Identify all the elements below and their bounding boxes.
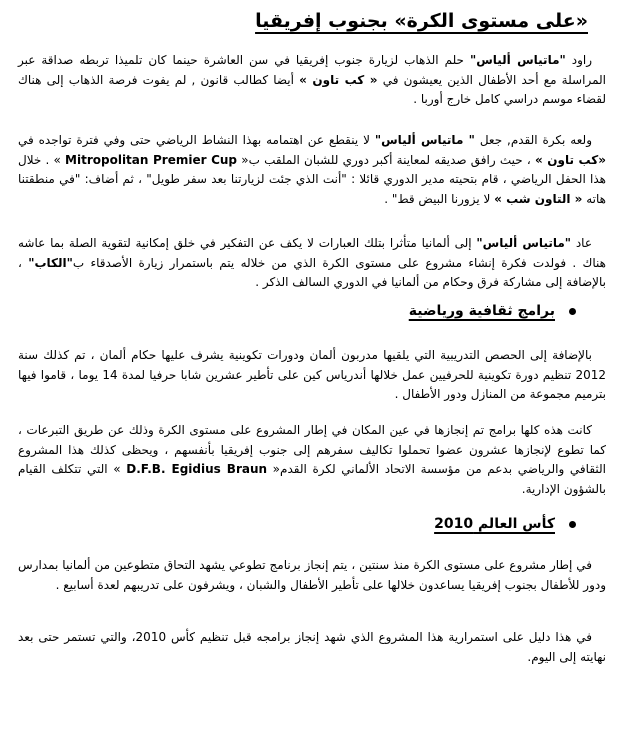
cape-name: "الكاب": [28, 255, 73, 270]
paragraph-training: بالإضافة إلى الحصص التدريبية التي يلقيها مدربون ألمان ودورات تكوينية يشرف عليها حكام ألمان ، تم كذلك سنة 2012 تنظيم دورة تكوينية للحرفيين عمل خلالها أندرياس كين على تأطير عشرين شابا حرفيا لمدة 14 يوما ، قاموا فيها بترميم مجموعة من المنازل ودور الأطفال .: [18, 348, 607, 401]
bullet-icon: [569, 521, 576, 528]
text: أيضا كطالب قانون , لم يفوت فرصة الذهاب إلى هناك لقضاء موسم دراسي كامل خارج أوربا .: [18, 72, 606, 106]
paragraph-football-passion: [18, 131, 606, 209]
person-name: "ماتياس ألياس": [469, 53, 566, 67]
paragraph-continuity: في هذا دليل على استمرارية هذا المشروع الذي شهد إنجاز برامجه قبل تنظيم كأس 2010، والتي تستمر حتى بعد نهايته إلى اليوم.: [18, 630, 606, 664]
text: كانت هذه كلها برامج تم إنجازها في عين المكان في إطار المشروع على مستوى الكرة وذلك عن طريق التبرعات ، كما تطوع لإنجازها عشرون عضوا تحملوا تكاليف سفرهم إلى جنوب إفريقيا بأنفسهم ، ويحظى كذلك هذا المشروع الثقافي والرياضي بدعم من مؤسسة الاتحاد الألماني لكرة القدم«: [18, 423, 607, 476]
text: لا ينقطع عن اهتمامه بهذا النشاط الرياضي حتى وفي فترة تواجده في: [18, 133, 375, 147]
section-heading-world-cup: [434, 516, 576, 532]
township-name: « التاون شب »: [494, 191, 583, 206]
heading-label: كأس العالم 2010: [434, 516, 555, 532]
foundation-name: D.F.B. Egidius Braun: [126, 462, 268, 476]
text: حلم الذهاب لزيارة جنوب إفريقيا في سن العاشرة حينما كان تلميذا تربطه صداقة عبر المراسلة مع أحد الأطفال الذين يعيشون في: [18, 53, 606, 87]
person-name: "ماتياس ألياس": [476, 236, 572, 250]
paragraph-return: [18, 234, 606, 293]
document-title: «على مستوى الكرة» بجنوب إفريقيا: [255, 10, 588, 32]
heading-label: برامج ثقافية ورياضية: [408, 303, 555, 319]
paragraph-intro: [18, 51, 606, 110]
text: راود: [565, 53, 592, 67]
paragraph-donations: [18, 421, 606, 499]
document-page: [18, 0, 607, 664]
city-name: « كب تاون »: [299, 72, 378, 87]
person-name: " ماتياس ألياس": [374, 133, 475, 147]
paragraph-volunteers: في إطار مشروع على مستوى الكرة منذ سنتين ، يتم إنجاز برنامج تطوعي يشهد التحاق متطوعين من ألمانيا بمدارس ودور للأطفال بجنوب إفريقيا يساعدون خلالها على تأطير الأطفال والشبان ، ويشرفون على تدريبهم لعدة أسابيع .: [18, 558, 606, 592]
text: » . خلال هذا الحفل الرياضي ، قام بتحيته مدير الدوري قائلا : "أنت الذي جئت لزيارتنا بعد سفر طويل" ، ثم أضاف: "في منطقتنا هاته: [18, 152, 606, 206]
text: لا يزورنا البيض قط" .: [384, 191, 495, 206]
text: إلى ألمانيا متأثرا بتلك العبارات لا يكف عن التفكير في خلق إمكانية لتقوية الصلة بما عاشه هناك . فولدت فكرة إنشاء مشروع على مستوى الكرة الذي من خلاله يتم باستمرار زيارة الأصدقاء ب: [18, 236, 606, 270]
text: عاد: [571, 236, 592, 250]
city-name: «كب تاون »: [534, 152, 606, 167]
cup-name: Mitropolitan Premier Cup: [65, 152, 238, 167]
section-heading-programs: [409, 303, 576, 319]
text: » التي تتكلف القيام بالشؤون الإدارية.: [18, 462, 606, 496]
bullet-icon: [569, 308, 576, 315]
text: ، بالإضافة إلى مشاركة فرق وحكام من ألمانيا في الدوري السالف الذكر .: [18, 255, 606, 289]
text: ولعه بكرة القدم, جعل: [474, 133, 592, 147]
text: ، حيث رافق صديقه لمعاينة أكبر دوري للشبان الملقب ب«: [237, 152, 535, 167]
